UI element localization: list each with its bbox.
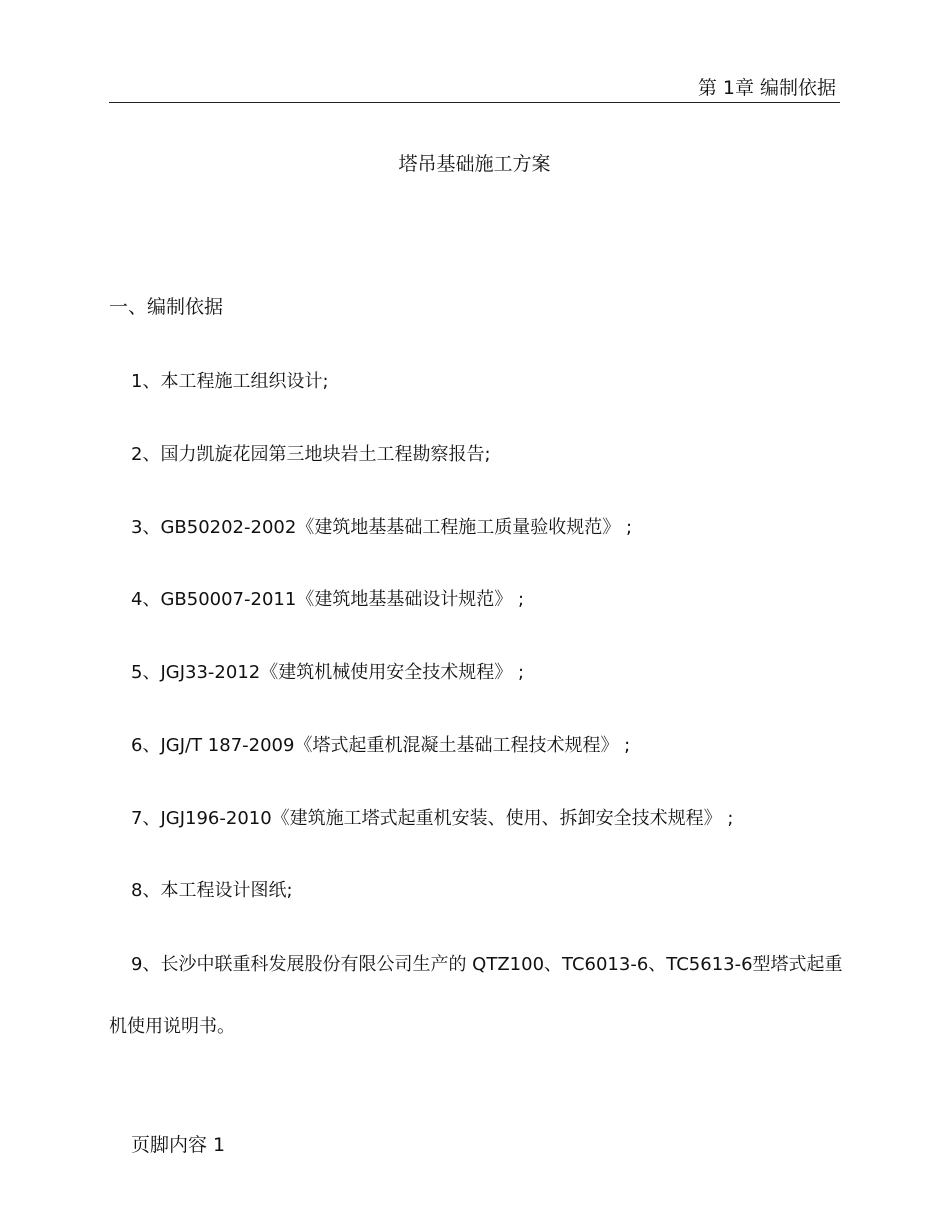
reference-item-6: 6、JGJ/T 187-2009《塔式起重机混凝土基础工程技术规程》 ; xyxy=(131,735,631,756)
reference-item-4: 4、GB50007-2011《建筑地基基础设计规范》 ; xyxy=(131,589,525,610)
document-title: 塔吊基础施工方案 xyxy=(398,153,551,175)
section-heading: 一、编制依据 xyxy=(109,296,224,318)
chapter-label: 第 1章 编制依据 xyxy=(697,77,836,99)
page-footer: 页脚内容 1 xyxy=(131,1134,226,1156)
reference-item-9: 9、长沙中联重科发展股份有限公司生产的 QTZ100、TC6013-6、TC5613-6型塔式起重机使用说明书。 xyxy=(109,954,843,1037)
reference-item-1: 1、本工程施工组织设计; xyxy=(131,371,329,392)
reference-item-5: 5、JGJ33-2012《建筑机械使用安全技术规程》 ; xyxy=(131,662,525,683)
running-header xyxy=(109,76,840,103)
reference-item-7: 7、JGJ196-2010《建筑施工塔式起重机安装、使用、拆卸安全技术规程》 ; xyxy=(131,808,734,829)
reference-item-2: 2、国力凯旋花园第三地块岩土工程勘察报告; xyxy=(131,444,491,465)
reference-item-3: 3、GB50202-2002《建筑地基基础工程施工质量验收规范》 ; xyxy=(131,517,633,538)
reference-item-8: 8、本工程设计图纸; xyxy=(131,880,293,901)
